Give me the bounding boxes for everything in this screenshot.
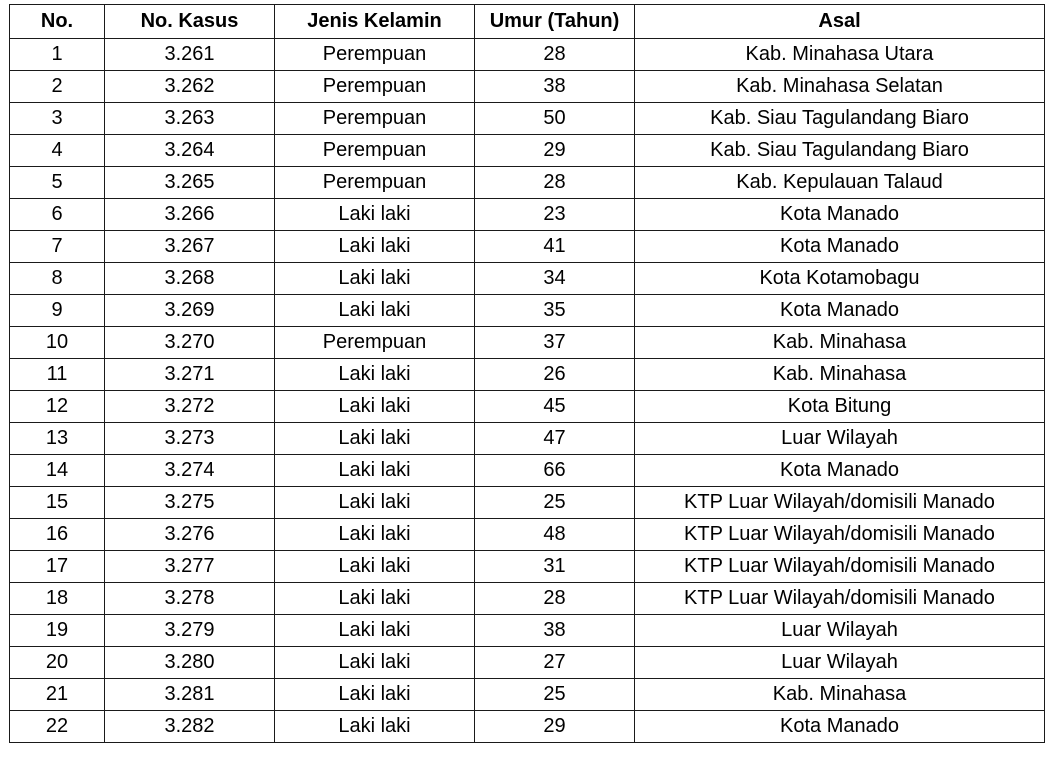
cell-jenis-kelamin: Perempuan — [275, 39, 475, 71]
cell-umur: 38 — [475, 615, 635, 647]
table-row — [10, 135, 1045, 167]
cell-no: 5 — [10, 167, 105, 199]
cell-jenis-kelamin: Perempuan — [275, 167, 475, 199]
cell-umur: 34 — [475, 263, 635, 295]
table-row — [10, 455, 1045, 487]
cell-no: 10 — [10, 327, 105, 359]
table-body — [10, 39, 1045, 743]
table-row — [10, 583, 1045, 615]
table-row — [10, 199, 1045, 231]
header-no: No. — [10, 5, 105, 39]
cell-asal: Kota Bitung — [635, 391, 1045, 423]
cell-asal: Kab. Minahasa — [635, 679, 1045, 711]
cell-umur: 50 — [475, 103, 635, 135]
cell-asal: Kota Manado — [635, 295, 1045, 327]
table-row — [10, 71, 1045, 103]
table-row — [10, 519, 1045, 551]
cell-no: 4 — [10, 135, 105, 167]
table-row — [10, 647, 1045, 679]
cell-asal: Kota Manado — [635, 711, 1045, 743]
cell-umur: 23 — [475, 199, 635, 231]
cell-no-kasus: 3.275 — [105, 487, 275, 519]
cell-no: 1 — [10, 39, 105, 71]
cell-asal: Kota Manado — [635, 455, 1045, 487]
cell-no: 14 — [10, 455, 105, 487]
cell-asal: Kab. Kepulauan Talaud — [635, 167, 1045, 199]
cell-umur: 66 — [475, 455, 635, 487]
cell-jenis-kelamin: Laki laki — [275, 231, 475, 263]
cell-asal: Kota Manado — [635, 199, 1045, 231]
table-header-row — [10, 5, 1045, 39]
header-jenis-kelamin: Jenis Kelamin — [275, 5, 475, 39]
cell-no: 6 — [10, 199, 105, 231]
cell-no: 20 — [10, 647, 105, 679]
cell-no: 11 — [10, 359, 105, 391]
cell-umur: 28 — [475, 39, 635, 71]
cell-umur: 48 — [475, 519, 635, 551]
cell-asal: KTP Luar Wilayah/domisili Manado — [635, 519, 1045, 551]
cell-asal: Kab. Minahasa — [635, 359, 1045, 391]
cell-no-kasus: 3.265 — [105, 167, 275, 199]
cell-jenis-kelamin: Laki laki — [275, 423, 475, 455]
cell-umur: 29 — [475, 711, 635, 743]
cell-no-kasus: 3.281 — [105, 679, 275, 711]
table-row — [10, 231, 1045, 263]
cell-jenis-kelamin: Perempuan — [275, 71, 475, 103]
cell-no: 21 — [10, 679, 105, 711]
table-row — [10, 167, 1045, 199]
cell-no-kasus: 3.261 — [105, 39, 275, 71]
table-row — [10, 327, 1045, 359]
cell-no: 15 — [10, 487, 105, 519]
case-table — [9, 4, 1045, 743]
cell-no: 8 — [10, 263, 105, 295]
cell-jenis-kelamin: Laki laki — [275, 583, 475, 615]
cell-no: 13 — [10, 423, 105, 455]
table-row — [10, 295, 1045, 327]
cell-no-kasus: 3.277 — [105, 551, 275, 583]
cell-jenis-kelamin: Laki laki — [275, 519, 475, 551]
cell-no-kasus: 3.279 — [105, 615, 275, 647]
cell-no-kasus: 3.267 — [105, 231, 275, 263]
table-row — [10, 103, 1045, 135]
cell-jenis-kelamin: Laki laki — [275, 647, 475, 679]
cell-asal: Kab. Minahasa Selatan — [635, 71, 1045, 103]
cell-no: 18 — [10, 583, 105, 615]
cell-umur: 38 — [475, 71, 635, 103]
cell-jenis-kelamin: Laki laki — [275, 263, 475, 295]
table-row — [10, 391, 1045, 423]
cell-no-kasus: 3.276 — [105, 519, 275, 551]
cell-asal: KTP Luar Wilayah/domisili Manado — [635, 583, 1045, 615]
cell-asal: Kota Kotamobagu — [635, 263, 1045, 295]
cell-umur: 29 — [475, 135, 635, 167]
cell-no: 22 — [10, 711, 105, 743]
cell-jenis-kelamin: Laki laki — [275, 615, 475, 647]
table-row — [10, 551, 1045, 583]
cell-asal: Luar Wilayah — [635, 647, 1045, 679]
cell-no-kasus: 3.273 — [105, 423, 275, 455]
cell-no-kasus: 3.271 — [105, 359, 275, 391]
cell-jenis-kelamin: Perempuan — [275, 103, 475, 135]
header-no-kasus: No. Kasus — [105, 5, 275, 39]
cell-no-kasus: 3.263 — [105, 103, 275, 135]
cell-jenis-kelamin: Laki laki — [275, 359, 475, 391]
cell-umur: 45 — [475, 391, 635, 423]
cell-no-kasus: 3.272 — [105, 391, 275, 423]
cell-no: 2 — [10, 71, 105, 103]
cell-no-kasus: 3.270 — [105, 327, 275, 359]
table-row — [10, 423, 1045, 455]
cell-umur: 28 — [475, 167, 635, 199]
table-row — [10, 263, 1045, 295]
cell-asal: Kab. Siau Tagulandang Biaro — [635, 135, 1045, 167]
cell-no-kasus: 3.266 — [105, 199, 275, 231]
cell-no-kasus: 3.264 — [105, 135, 275, 167]
cell-umur: 27 — [475, 647, 635, 679]
cell-no-kasus: 3.269 — [105, 295, 275, 327]
cell-asal: KTP Luar Wilayah/domisili Manado — [635, 551, 1045, 583]
cell-no-kasus: 3.280 — [105, 647, 275, 679]
cell-jenis-kelamin: Laki laki — [275, 455, 475, 487]
cell-umur: 37 — [475, 327, 635, 359]
cell-no-kasus: 3.274 — [105, 455, 275, 487]
cell-umur: 31 — [475, 551, 635, 583]
cell-umur: 47 — [475, 423, 635, 455]
cell-jenis-kelamin: Laki laki — [275, 199, 475, 231]
cell-umur: 25 — [475, 487, 635, 519]
header-umur: Umur (Tahun) — [475, 5, 635, 39]
cell-jenis-kelamin: Laki laki — [275, 711, 475, 743]
cell-umur: 26 — [475, 359, 635, 391]
cell-asal: Luar Wilayah — [635, 423, 1045, 455]
cell-jenis-kelamin: Laki laki — [275, 391, 475, 423]
cell-no: 3 — [10, 103, 105, 135]
header-asal: Asal — [635, 5, 1045, 39]
cell-jenis-kelamin: Perempuan — [275, 135, 475, 167]
cell-jenis-kelamin: Perempuan — [275, 327, 475, 359]
table-row — [10, 711, 1045, 743]
cell-no-kasus: 3.262 — [105, 71, 275, 103]
cell-jenis-kelamin: Laki laki — [275, 679, 475, 711]
cell-jenis-kelamin: Laki laki — [275, 551, 475, 583]
cell-no: 19 — [10, 615, 105, 647]
cell-umur: 35 — [475, 295, 635, 327]
case-table-container — [9, 4, 1045, 743]
cell-asal: Kab. Siau Tagulandang Biaro — [635, 103, 1045, 135]
cell-no-kasus: 3.282 — [105, 711, 275, 743]
cell-no-kasus: 3.278 — [105, 583, 275, 615]
cell-asal: Luar Wilayah — [635, 615, 1045, 647]
cell-asal: Kota Manado — [635, 231, 1045, 263]
cell-umur: 25 — [475, 679, 635, 711]
cell-no: 17 — [10, 551, 105, 583]
cell-no: 9 — [10, 295, 105, 327]
cell-jenis-kelamin: Laki laki — [275, 295, 475, 327]
cell-umur: 41 — [475, 231, 635, 263]
cell-no: 16 — [10, 519, 105, 551]
cell-asal: Kab. Minahasa — [635, 327, 1045, 359]
cell-umur: 28 — [475, 583, 635, 615]
table-row — [10, 39, 1045, 71]
table-row — [10, 359, 1045, 391]
cell-asal: Kab. Minahasa Utara — [635, 39, 1045, 71]
cell-no: 12 — [10, 391, 105, 423]
table-row — [10, 615, 1045, 647]
table-row — [10, 487, 1045, 519]
cell-asal: KTP Luar Wilayah/domisili Manado — [635, 487, 1045, 519]
table-row — [10, 679, 1045, 711]
cell-no: 7 — [10, 231, 105, 263]
cell-no-kasus: 3.268 — [105, 263, 275, 295]
cell-jenis-kelamin: Laki laki — [275, 487, 475, 519]
